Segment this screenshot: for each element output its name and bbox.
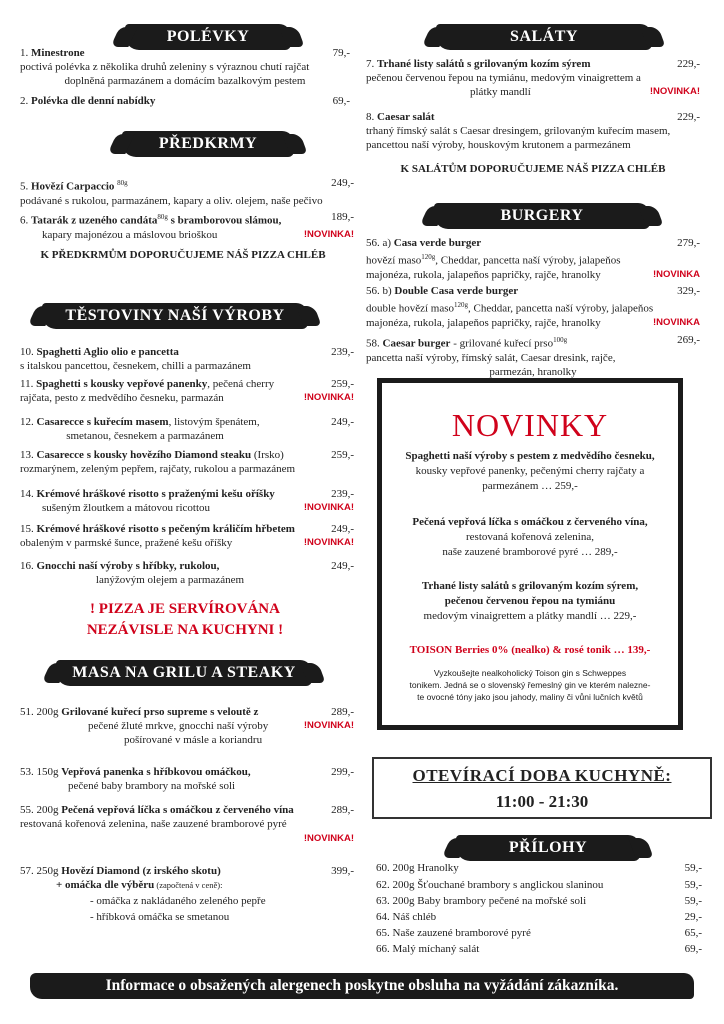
novinky-item: Spaghetti naší výroby s pestem z medvědího česneku, kousky vepřové panenky, pečenými cherry rajčaty a parmezánem … 259,- bbox=[405, 450, 655, 492]
novinky-box bbox=[377, 378, 683, 730]
new-badge: !NOVINKA! bbox=[303, 502, 354, 513]
new-badge: !NOVINKA! bbox=[303, 392, 354, 403]
new-badge: !NOVINKA bbox=[653, 316, 700, 328]
menu-item: 58. Caesar burger - grilované kuřecí prso$^{100g}$ 269,- pancetta naší výroby, římský salát, Caesar dresink, rajče, parmezán, hranolky bbox=[366, 334, 700, 378]
side-item: 60. 200g Hranolky 59,- bbox=[376, 862, 702, 874]
opening-hours bbox=[372, 757, 712, 819]
menu-item: 56. a) Casa verde burger 279,- hovězí maso$^{120g}$, Cheddar, pancetta naší výroby, jalapeňos majonéza, rukola, jalapeňos papričky, rajče, hranolky !NOVINKA bbox=[366, 237, 700, 281]
novinky-item: Pečená vepřová líčka s omáčkou z červeného vína, restovaná kořenová zelenina, naše zauzené bramborové pyré … 289,- bbox=[412, 516, 648, 558]
section-header-salaty: SALÁTY bbox=[436, 24, 652, 50]
section-header-testoviny: TĚSTOVINY NAŠÍ VÝROBY bbox=[42, 303, 308, 329]
section-header-prilohy: PŘÍLOHY bbox=[456, 835, 640, 861]
menu-item: 7. Trhané listy salátů s grilovaným kozím sýrem 229,- pečenou červenou řepou na tymiánu, medovým vinaigrettem a plátky mandlí !NOVINKA! bbox=[366, 58, 700, 98]
menu-item: 57. 250g Hovězí Diamond (z irského skotu) 399,- + omáčka dle výběru (započtená v ceně): - omáčka z nakládaného zeleného pepře - hříbková omáčka se smetanou bbox=[20, 865, 354, 923]
menu-item: 13. Casarecce s kousky hovězího Diamond steaku (Irsko) 259,- rozmarýnem, zeleným pepřem, rajčaty, rukolou a parmazánem bbox=[20, 449, 354, 475]
section-header-masa: MASA NA GRILU A STEAKY bbox=[56, 660, 312, 686]
new-badge: !NOVINKA bbox=[653, 268, 700, 280]
menu-item: 12. Casarecce s kuřecím masem, listovým špenátem, 249,- smetanou, česnekem a parmazánem bbox=[20, 416, 354, 442]
side-item: 66. Malý míchaný salát 69,- bbox=[376, 943, 702, 955]
new-badge: !NOVINKA! bbox=[303, 537, 354, 548]
menu-item: 56. b) Double Casa verde burger 329,- double hovězí maso$^{120g}$, Cheddar, pancetta naší výroby, jalapeňos majonéza, rukola, jalapeňos papričky, rajče, hranolky !NOVINKA bbox=[366, 285, 700, 329]
new-badge: !NOVINKA! bbox=[649, 86, 700, 97]
menu-item: 55. 200g Pečená vepřová líčka s omáčkou z červeného vína 289,- restovaná kořenová zelenina, naše zauzené bramborové pyré !NOVINKA! bbox=[20, 804, 354, 844]
menu-item: 14. Krémové hráškové risotto s praženými kešu oříšky 239,- sušeným žloutkem a mátovou ricottou !NOVINKA! bbox=[20, 488, 354, 514]
opening-hours-title: OTEVÍRACÍ DOBA KUCHYNĚ: bbox=[412, 766, 672, 785]
section-header-burgery: BURGERY bbox=[434, 203, 650, 229]
section-header-predkrmy: PŘEDKRMY bbox=[122, 131, 294, 157]
novinky-item: Trhané listy salátů s grilovaným kozím sýrem, pečenou červenou řepou na tymiánu medovým vinaigrettem a plátky mandlí … 229,- bbox=[421, 580, 639, 622]
menu-item: 16. Gnocchi naší výroby s hříbky, rukolou, 249,- lanýžovým olejem a parmazánem bbox=[20, 560, 354, 586]
menu-item: 5. Hovězí Carpaccio $^{80g}$ 249,- podávané s rukolou, parmazánem, kapary a oliv. olejem, naše pečivo bbox=[20, 177, 354, 207]
side-item: 65. Naše zauzené bramborové pyré 65,- bbox=[376, 927, 702, 939]
menu-item: 6. Tatarák z uzeného candáta$^{80g}$ s bramborovou slámou, 189,- kapary majonézou a máslovou brioškou !NOVINKA! bbox=[20, 211, 354, 241]
new-badge: !NOVINKA! bbox=[303, 833, 354, 844]
menu-item: 10. Spaghetti Aglio olio e pancetta 239,- s italskou pancettou, česnekem, chilli a parmazánem bbox=[20, 346, 354, 372]
novinky-drink-desc: Vyzkoušejte nealkoholický Toison gin s Schweppes tonikem. Jedná se o slovenský řemeslný gin ve kterém nalezne- te ovocné tóny jako jsou jahody, maliny či vůni lučních květů bbox=[409, 668, 651, 702]
menu-item: 53. 150g Vepřová panenka s hříbkovou omáčkou, 299,- pečené baby brambory na mořské soli bbox=[20, 766, 354, 792]
menu-item: 11. Spaghetti s kousky vepřové panenky, pečená cherry 259,- rajčata, pesto z medvědího česneku, parmazán !NOVINKA! bbox=[20, 378, 354, 404]
side-item: 64. Náš chléb 29,- bbox=[376, 911, 702, 923]
menu-item: 51. 200g Grilované kuřecí prso supreme s veloutě z 289,- pečené žluté mrkve, gnocchi naší výroby !NOVINKA! pošírované v másle a koriandru bbox=[20, 706, 354, 746]
allergen-footer: Informace o obsažených alergenech poskytne obsluha na vyžádání zákazníka. bbox=[30, 973, 694, 999]
novinky-drink: TOISON Berries 0% (nealko) & rosé tonik … 139,- bbox=[409, 644, 651, 656]
recommendation-text: K SALÁTŮM DOPORUČUJEME NÁŠ PIZZA CHLÉB bbox=[400, 163, 666, 175]
section-header-polevky: POLÉVKY bbox=[125, 24, 291, 50]
novinky-title: NOVINKY bbox=[451, 407, 609, 443]
menu-item: 1. Minestrone 79,- poctivá polévka z několika druhů zeleniny s výraznou chutí rajčat doplněná parmazánem a domácím bazalkovým pestem bbox=[20, 47, 350, 87]
recommendation-text: K PŘEDKRMŮM DOPORUČUJEME NÁŠ PIZZA CHLÉB bbox=[40, 249, 326, 261]
side-item: 63. 200g Baby brambory pečené na mořské soli 59,- bbox=[376, 895, 702, 907]
menu-item: 15. Krémové hráškové risotto s pečeným králičím hřbetem 249,- obaleným v parmské šunce, pražené kešu oříšky !NOVINKA! bbox=[20, 523, 354, 549]
menu-item: 8. Caesar salát 229,- trhaný římský salát s Caesar dresingem, grilovaným kuřecím masem, pancettou naší výroby, houskovým krutonem a parmezánem bbox=[366, 111, 700, 151]
pizza-note: ! PIZZA JE SERVÍROVÁNA NEZÁVISLE NA KUCHYNI ! bbox=[86, 601, 284, 638]
opening-hours-time: 11:00 - 21:30 bbox=[495, 792, 589, 811]
side-item: 62. 200g Šťouchané brambory s anglickou slaninou 59,- bbox=[376, 879, 702, 891]
new-badge: !NOVINKA! bbox=[303, 720, 354, 731]
menu-item: 2. Polévka dle denní nabídky 69,- bbox=[20, 95, 350, 107]
new-badge: !NOVINKA! bbox=[303, 228, 354, 240]
